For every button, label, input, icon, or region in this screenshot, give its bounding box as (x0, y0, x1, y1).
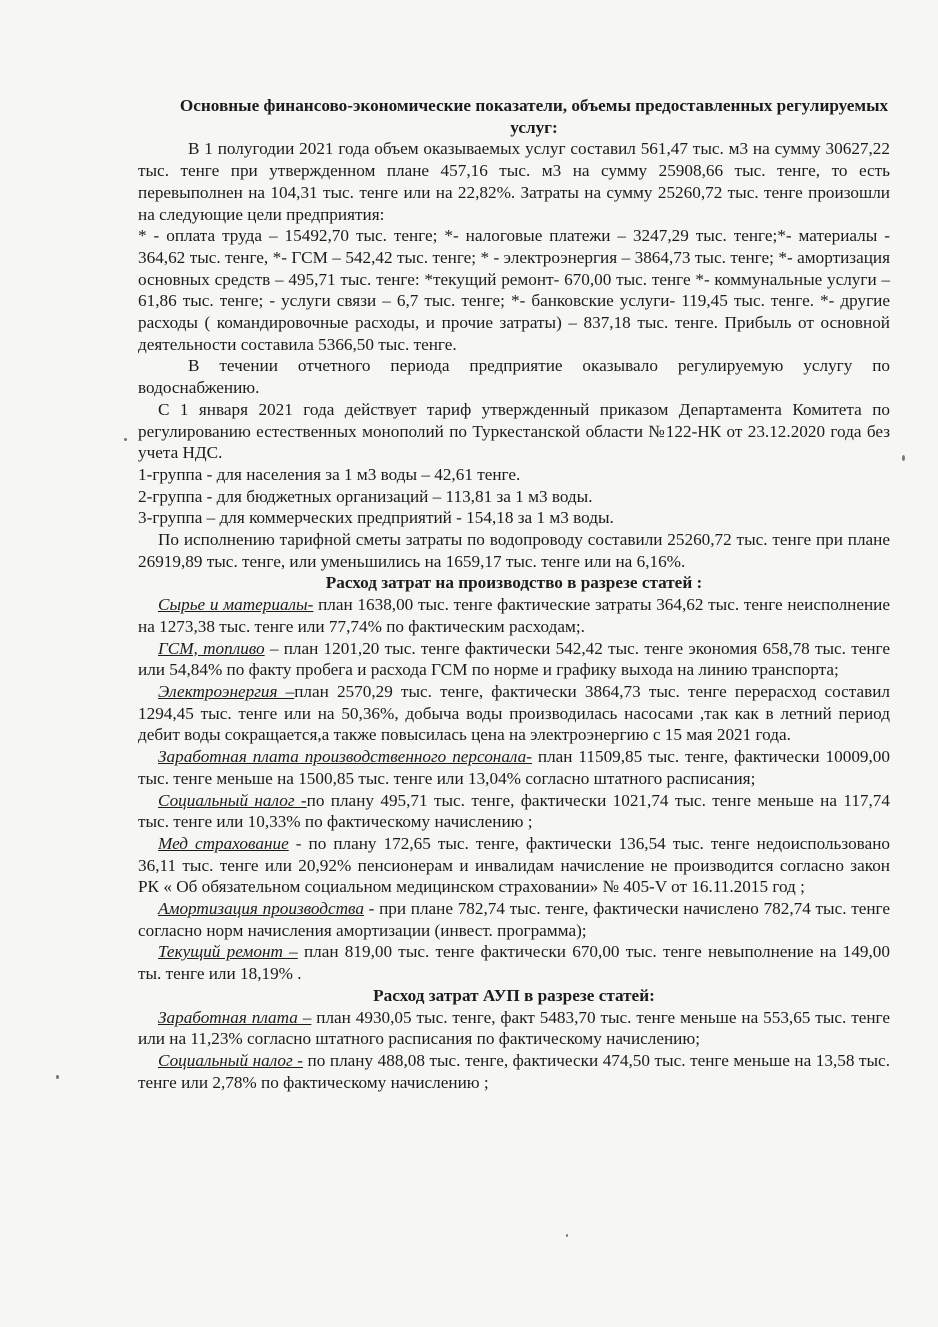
scan-speck (56, 1075, 59, 1079)
cost-item-text: план 4930,05 тыс. тенге, факт 5483,70 тыс. тенге меньше на 553,65 тыс. тенге или на 11,23% согласно штатного расписания по фактическому начислению; (138, 1007, 890, 1049)
document-title (178, 95, 890, 138)
admin-item-wages (138, 1007, 890, 1050)
paragraph-estimate: По исполнению тарифной сметы затраты по водопроводу составили 25260,72 тыс. тенге при плане 26919,89 тыс. тенге, или уменьшились на 1659,17 тыс. тенге или на 6,16%. (138, 530, 890, 571)
scan-speck (902, 455, 905, 461)
tariff-group-1: 1-группа - для населения за 1 м3 воды – 42,61 тенге. (138, 464, 521, 484)
cost-item-text: - при плане 782,74 тыс. тенге, фактически начислено 782,74 тыс. тенге согласно норм начисления амортизации (инвест. программа); (138, 899, 891, 940)
cost-item-label: Амортизация производства (158, 899, 364, 919)
cost-item-text: план 1638,00 тыс. тенге фактические затраты 364,62 тыс. тенге неисполнение на 1273,38 тыс. тенге или 77,74% по фактическим расходам;. (138, 595, 890, 636)
cost-item-fuel (138, 638, 890, 681)
cost-item-text: – план 1201,20 тыс. тенге фактически 542,42 тыс. тенге экономия 658,78 тыс. тенге или 54,84% по факту пробега и расхода ГСМ по норме и графику выхода на линию транспорта; (138, 638, 891, 680)
scan-speck (124, 438, 127, 441)
cost-item-text: по плану 495,71 тыс. тенге, фактически 1021,74 тыс. тенге меньше на 117,74 тыс. тенге или 10,33% по фактическому начислению ; (138, 790, 890, 832)
cost-item-label: Заработная плата производственного персонала- (158, 747, 532, 767)
cost-item-label: Электроэнергия – (158, 681, 295, 701)
cost-item-label: Заработная плата – (158, 1007, 312, 1027)
tariff-group-2: 2-группа - для бюджетных организаций – 113,81 за 1 м3 воды. (138, 486, 593, 506)
admin-item-social-tax (138, 1050, 890, 1093)
cost-item-label: Сырье и материалы- (158, 595, 314, 615)
cost-item-materials (138, 594, 890, 637)
cost-item-social-tax (138, 790, 890, 833)
tariff-group-3: 3-группа – для коммерческих предприятий - 154,18 за 1 м3 воды. (138, 508, 614, 528)
cost-item-text: по плану 488,08 тыс. тенге, фактически 474,50 тыс. тенге меньше на 13,58 тыс. тенге или 2,78% по фактическому начислению ; (138, 1050, 890, 1092)
cost-item-label: ГСМ, топливо (158, 638, 265, 658)
paragraph-expenses: * - оплата труда – 15492,70 тыс. тенге; *- налоговые платежи – 3247,29 тыс. тенге;*- материалы - 364,62 тыс. тенге, *- ГСМ – 542,42 тыс. тенге; * - электроэнергия – 3864,73 тыс. тенге; *- амортизация основных средств – 495,71 тыс. тенге: *текущий ремонт- 670,00 тыс. тенге *- коммунальные услуги – 61,86 тыс. тенге; - услуги связи – 6,7 тыс. тенге; *- банковские услуги- 119,45 тыс. тенге. *- другие расходы ( командировочные расходы, и прочие затраты) – 837,18 тыс. тенге. Прибыль от основной деятельности составила 5366,50 тыс. тенге. (138, 226, 890, 354)
cost-item-label: Текущий ремонт – (158, 942, 298, 962)
cost-item-medical-insurance (138, 833, 890, 898)
cost-item-text: план 11509,85 тыс. тенге, фактически 10009,00 тыс. тенге меньше на 1500,85 тыс. тенге или 13,04% согласно штатного расписания; (138, 747, 890, 788)
title-colon: : (552, 117, 558, 137)
paragraph-service: В течении отчетного периода предприятие оказывало регулируемую услугу по водоснабжению. (138, 356, 890, 398)
section-heading-admin: Расход затрат АУП в разрезе статей: (373, 985, 655, 1005)
cost-item-label: Мед страхование (158, 833, 289, 853)
section-heading-production: Расход затрат на производство в разрезе статей : (325, 573, 703, 593)
scan-speck (566, 1234, 568, 1237)
document-body (138, 95, 890, 1093)
cost-item-repair (138, 941, 890, 984)
title-text: Основные финансово-экономические показатели, объемы предоставленных регулируемых услуг (179, 96, 889, 137)
cost-item-depreciation (138, 898, 890, 941)
paragraph-tariff: С 1 января 2021 года действует тариф утвержденный приказом Департамента Комитета по регулированию естественных монополий по Туркестанской области №122-НК от 23.12.2020 года без учета НДС. (138, 399, 890, 463)
cost-item-label: Социальный налог - (158, 1050, 303, 1070)
cost-item-label: Социальный налог - (158, 790, 307, 810)
paragraph-summary: В 1 полугодии 2021 года объем оказываемых услуг составил 561,47 тыс. м3 на сумму 30627,22 тыс. тенге при утвержденном плане 457,16 тыс. м3 на сумму 25908,66 тыс. тенге, то есть перевыполнен на 104,31 тыс. тенге или на 22,82%. Затраты на сумму 25260,72 тыс. тенге произошли на следующие цели предприятия: (138, 139, 890, 224)
cost-item-electricity (138, 681, 890, 746)
cost-item-text: план 819,00 тыс. тенге фактически 670,00 тыс. тенге невыполнение на 149,00 ты. тенге или 18,19% . (138, 942, 890, 984)
cost-item-wages (138, 746, 890, 789)
cost-item-text: план 2570,29 тыс. тенге, фактически 3864,73 тыс. тенге перерасход составил 1294,45 тыс. тенге или на 50,36%, добыча воды производилась насосами ,так как в летний период дебит воды сокращается,а также повысилась цена на электроэнергию с 15 мая 2021 года. (138, 681, 890, 745)
cost-item-text: - по плану 172,65 тыс. тенге, фактически 136,54 тыс. тенге недоиспользовано 36,11 тыс. тенге или 20,92% пенсионерам и инвалидам начисление не производится согласно закон РК « Об обязательном социальном медицинском страховании» № 405-V от 16.11.2015 год ; (138, 833, 890, 897)
